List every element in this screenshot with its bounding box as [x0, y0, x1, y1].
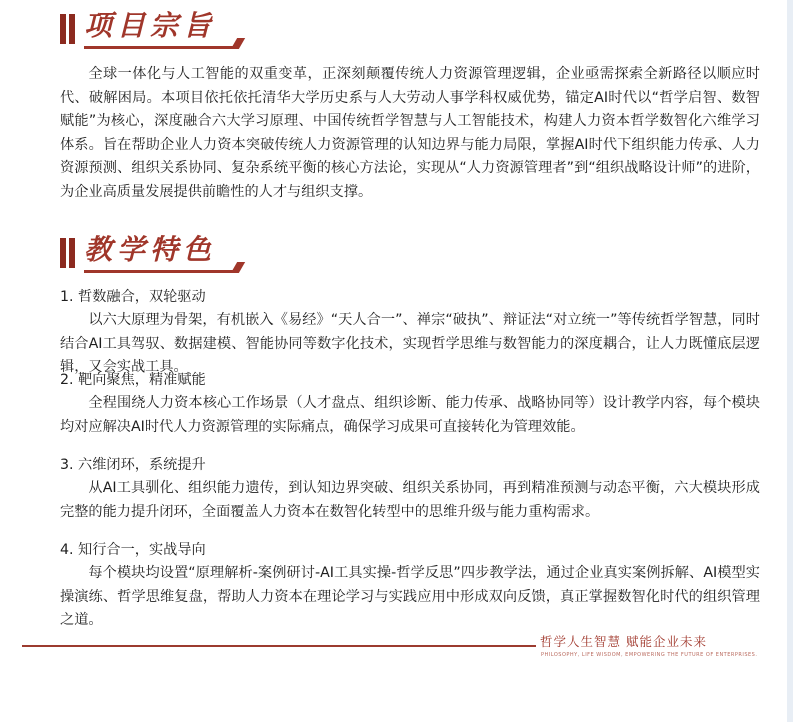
feature-title: 2. 靶向聚焦，精准赋能 [60, 372, 206, 388]
footer-subtitle: PHILOSOPHY, LIFE WISDOM, EMPOWERING THE FUTURE OF ENTERPRISES. [541, 652, 758, 658]
feature-body: 每个模块均设置“原理解析-案例研讨-AI工具实操-哲学反思”四步教学法，通过企业真实案例拆解、AI模型实操演练、哲学思维复盘，帮助人力资本在理论学习与实践应用中形成双向反馈，真正掌握数智化时代的组织管理之道。 [60, 565, 760, 628]
feature-body: 以六大原理为骨架，有机嵌入《易经》“天人合一”、禅宗“破执”、辩证法“对立统一”等传统哲学智慧，同时结合AI工具驾驭、数据建模、智能协同等数字化技术，实现哲学思维与数智能力的深度耦合，让人力既懂底层逻辑，又会实战工具。 [60, 312, 760, 375]
page-edge [787, 0, 793, 722]
feature-title: 4. 知行合一，实战导向 [60, 542, 206, 558]
feature-item [60, 539, 760, 633]
footer-slogan: 哲学人生智慧 赋能企业未来 [540, 634, 707, 649]
feature-title: 1. 哲数融合，双轮驱动 [60, 289, 206, 305]
purpose-paragraph: 全球一体化与人工智能的双重变革，正深刻颠覆传统人力资源管理逻辑，企业亟需探索全新路径以顺应时代、破解困局。本项目依托依托清华大学历史系与人大劳动人事学科权威优势，锚定AI时代以“哲学启智、数智赋能”为核心，深度融合六大学习原理、中国传统哲学智慧与人工智能技术，构建人力资本哲学数智化六维学习体系。旨在帮助企业人力资本突破传统人力资源管理的认知边界与能力局限，掌握AI时代下组织能力传承、人力资源预测、组织关系协同、复杂系统平衡的核心方法论，实现从“人力资源管理者”到“组织战略设计师”的进阶，为企业高质量发展提供前瞻性的人才与组织支撑。 [60, 66, 760, 200]
section-title: 项目宗旨 [84, 9, 217, 42]
section-heading-features [60, 232, 760, 278]
section-heading-purpose [60, 8, 760, 54]
feature-body: 从AI工具驯化、组织能力遗传，到认知边界突破、组织关系协同，再到精准预测与动态平衡，六大模块形成完整的能力提升闭环，全面覆盖人力资本在数智化转型中的思维升级与能力重构需求。 [60, 480, 760, 520]
feature-title: 3. 六维闭环，系统提升 [60, 457, 206, 473]
feature-body: 全程围绕人力资本核心工作场景（人才盘点、组织诊断、能力传承、战略协同等）设计教学内容，每个模块均对应解决AI时代人力资源管理的实际痛点，确保学习成果可直接转化为管理效能。 [60, 395, 760, 435]
heading-underline [84, 46, 234, 49]
feature-item [60, 369, 760, 439]
heading-underline [84, 270, 234, 273]
heading-bars-decoration [60, 238, 74, 268]
footer-divider [22, 645, 536, 647]
section-title: 教学特色 [84, 233, 217, 266]
heading-bars-decoration [60, 14, 74, 44]
feature-item [60, 286, 760, 380]
feature-item [60, 454, 760, 524]
